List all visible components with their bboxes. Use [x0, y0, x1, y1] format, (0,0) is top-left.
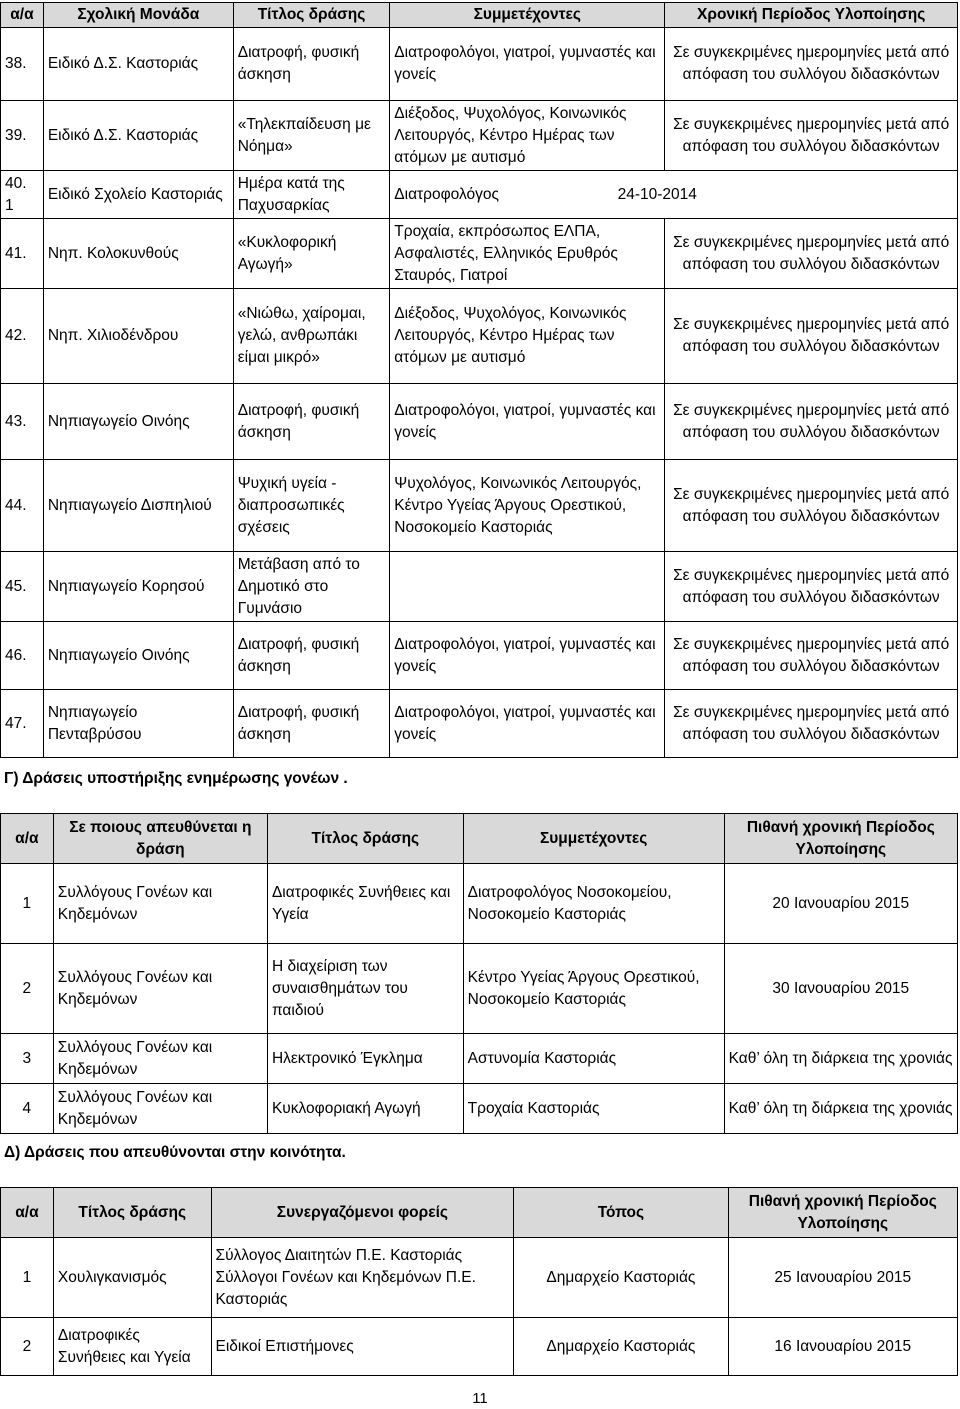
school-name: Ειδικό Δ.Σ. Καστοριάς — [43, 101, 233, 171]
period: Σε συγκεκριμένες ημερομηνίες μετά από απόφαση του συλλόγου διδασκόντων — [665, 384, 958, 460]
participants: Διατροφολόγοι, γιατροί, γυμναστές και γονείς — [390, 622, 665, 690]
section-g-heading: Γ) Δράσεις υποστήριξης ενημέρωσης γονέων . — [4, 770, 348, 787]
row-number: 45. — [1, 552, 44, 622]
period: Σε συγκεκριμένες ημερομηνίες μετά από απόφαση του συλλόγου διδασκόντων — [665, 460, 958, 552]
action-title: Διατροφή, φυσική άσκηση — [233, 622, 390, 690]
school-name: Νηπ. Κολοκυνθούς — [43, 219, 233, 289]
table-row — [1, 219, 958, 289]
participants: Διατροφολόγοι, γιατροί, γυμναστές και γονείς — [390, 384, 665, 460]
table-row — [1, 1238, 958, 1318]
table-row — [1, 690, 958, 758]
period: Σε συγκεκριμένες ημερομηνίες μετά από απόφαση του συλλόγου διδασκόντων — [665, 101, 958, 171]
table-row — [1, 28, 958, 101]
participants: Διατροφολόγος — [394, 185, 499, 203]
action-title: Ψυχική υγεία - διαπροσωπικές σχέσεις — [233, 460, 390, 552]
participants: Τροχαία Καστοριάς — [463, 1084, 724, 1134]
row-number: 42. — [1, 289, 44, 384]
participants-period — [390, 171, 958, 219]
participants: Διατροφολόγοι, γιατροί, γυμναστές και γονείς — [390, 28, 665, 101]
row-number: 1 — [1, 1238, 54, 1318]
participants: Ψυχολόγος, Κοινωνικός Λειτουργός, Κέντρο Υγείας Άργους Ορεστικού, Νοσοκομείο Καστοριάς — [390, 460, 665, 552]
place: Δημαρχείο Καστοριάς — [514, 1238, 728, 1318]
school-name: Ειδικό Δ.Σ. Καστοριάς — [43, 28, 233, 101]
col-header-title: Τίτλος δράσης — [233, 3, 390, 28]
row-number: 4 — [1, 1084, 54, 1134]
target-audience: Συλλόγους Γονέων και Κηδεμόνων — [53, 1084, 267, 1134]
school-name: Νηπιαγωγείο Κορησού — [43, 552, 233, 622]
action-title: Διατροφή, φυσική άσκηση — [233, 384, 390, 460]
col-header-partners: Συνεργαζόμενοι φορείς — [211, 1188, 514, 1238]
participants: Αστυνομία Καστοριάς — [463, 1034, 724, 1084]
period: 25 Ιανουαρίου 2015 — [728, 1238, 957, 1318]
action-title: Η διαχείριση των συναισθημάτων του παιδιού — [267, 944, 463, 1034]
school-name: Νηπιαγωγείο Δισπηλιού — [43, 460, 233, 552]
period: Σε συγκεκριμένες ημερομηνίες μετά από απόφαση του συλλόγου διδασκόντων — [665, 622, 958, 690]
row-number: 41. — [1, 219, 44, 289]
action-title: Διατροφή, φυσική άσκηση — [233, 690, 390, 758]
col-header-place: Τόπος — [514, 1188, 728, 1238]
row-number: 40. 1 — [1, 171, 44, 219]
action-title: Διατροφή, φυσική άσκηση — [233, 28, 390, 101]
school-name: Ειδικό Σχολείο Καστοριάς — [43, 171, 233, 219]
action-title: «Τηλεκπαίδευση με Νόημα» — [233, 101, 390, 171]
period: Καθ’ όλη τη διάρκεια της χρονιάς — [724, 1084, 957, 1134]
col-header-participants: Συμμετέχοντες — [463, 814, 724, 864]
table-row — [1, 101, 958, 171]
row-number: 3 — [1, 1034, 54, 1084]
row-number: 1 — [1, 864, 54, 944]
table-row — [1, 171, 958, 219]
participants: Διατροφολόγοι, γιατροί, γυμναστές και γονείς — [390, 690, 665, 758]
participants — [390, 552, 665, 622]
table-row — [1, 289, 958, 384]
parents-table — [0, 813, 958, 1134]
period: Σε συγκεκριμένες ημερομηνίες μετά από απόφαση του συλλόγου διδασκόντων — [665, 28, 958, 101]
row-number: 44. — [1, 460, 44, 552]
table-row — [1, 864, 958, 944]
table-row — [1, 552, 958, 622]
period: 20 Ιανουαρίου 2015 — [724, 864, 957, 944]
period: 16 Ιανουαρίου 2015 — [728, 1318, 957, 1376]
table-row — [1, 944, 958, 1034]
col-header-period: Χρονική Περίοδος Υλοποίησης — [665, 3, 958, 28]
row-number: 43. — [1, 384, 44, 460]
participants: Τροχαία, εκπρόσωπος ΕΛΠΑ, Ασφαλιστές, Ελληνικός Ερυθρός Σταυρός, Γιατροί — [390, 219, 665, 289]
col-header-aa: α/α — [1, 814, 54, 864]
target-audience: Συλλόγους Γονέων και Κηδεμόνων — [53, 1034, 267, 1084]
col-header-participants: Συμμετέχοντες — [390, 3, 665, 28]
section-d-heading: Δ) Δράσεις που απευθύνονται στην κοινότητα. — [4, 1144, 346, 1161]
period: Σε συγκεκριμένες ημερομηνίες μετά από απόφαση του συλλόγου διδασκόντων — [665, 289, 958, 384]
participants: Διέξοδος, Ψυχολόγος, Κοινωνικός Λειτουργός, Κέντρο Ημέρας των ατόμων με αυτισμό — [390, 289, 665, 384]
action-title: Μετάβαση από το Δημοτικό στο Γυμνάσιο — [233, 552, 390, 622]
target-audience: Συλλόγους Γονέων και Κηδεμόνων — [53, 944, 267, 1034]
row-number: 46. — [1, 622, 44, 690]
period: 30 Ιανουαρίου 2015 — [724, 944, 957, 1034]
table-row — [1, 1084, 958, 1134]
participants: Διέξοδος, Ψυχολόγος, Κοινωνικός Λειτουργός, Κέντρο Ημέρας των ατόμων με αυτισμό — [390, 101, 665, 171]
col-header-target: Σε ποιους απευθύνεται η δράση — [53, 814, 267, 864]
col-header-aa: α/α — [1, 3, 44, 28]
action-title: «Κυκλοφορική Αγωγή» — [233, 219, 390, 289]
col-header-title: Τίτλος δράσης — [267, 814, 463, 864]
community-table — [0, 1187, 958, 1376]
action-title: Ηλεκτρονικό Έγκλημα — [267, 1034, 463, 1084]
target-audience: Συλλόγους Γονέων και Κηδεμόνων — [53, 864, 267, 944]
period: Σε συγκεκριμένες ημερομηνίες μετά από απόφαση του συλλόγου διδασκόντων — [665, 552, 958, 622]
participants: Κέντρο Υγείας Άργους Ορεστικού, Νοσοκομείο Καστοριάς — [463, 944, 724, 1034]
place: Δημαρχείο Καστοριάς — [514, 1318, 728, 1376]
col-header-period: Πιθανή χρονική Περίοδος Υλοποίησης — [728, 1188, 957, 1238]
row-number: 2 — [1, 944, 54, 1034]
col-header-period: Πιθανή χρονική Περίοδος Υλοποίησης — [724, 814, 957, 864]
school-name: Νηπιαγωγείο Πενταβρύσου — [43, 690, 233, 758]
col-header-school: Σχολική Μονάδα — [43, 3, 233, 28]
row-number: 47. — [1, 690, 44, 758]
action-title: Κυκλοφοριακή Αγωγή — [267, 1084, 463, 1134]
table-row — [1, 622, 958, 690]
action-title: Χουλιγκανισμός — [53, 1238, 211, 1318]
table-row — [1, 1034, 958, 1084]
action-title: Διατροφικές Συνήθειες και Υγεία — [267, 864, 463, 944]
action-title: Ημέρα κατά της Παχυσαρκίας — [233, 171, 390, 219]
action-title: «Νιώθω, χαίρομαι, γελώ, ανθρωπάκι είμαι μικρό» — [233, 289, 390, 384]
school-name: Νηπιαγωγείο Οινόης — [43, 622, 233, 690]
row-number: 39. — [1, 101, 44, 171]
table-row — [1, 460, 958, 552]
partners: Σύλλογος Διαιτητών Π.Ε. Καστοριάς Σύλλογοι Γονέων και Κηδεμόνων Π.Ε. Καστοριάς — [211, 1238, 514, 1318]
partners: Ειδικοί Επιστήμονες — [211, 1318, 514, 1376]
table-row — [1, 384, 958, 460]
row-number: 38. — [1, 28, 44, 101]
period: Σε συγκεκριμένες ημερομηνίες μετά από απόφαση του συλλόγου διδασκόντων — [665, 690, 958, 758]
period: 24-10-2014 — [617, 185, 697, 203]
col-header-aa: α/α — [1, 1188, 54, 1238]
row-number: 2 — [1, 1318, 54, 1376]
school-name: Νηπ. Χιλιοδένδρου — [43, 289, 233, 384]
page-number: 11 — [472, 1390, 488, 1407]
table-row — [1, 1318, 958, 1376]
school-name: Νηπιαγωγείο Οινόης — [43, 384, 233, 460]
actions-table — [0, 2, 958, 758]
col-header-title: Τίτλος δράσης — [53, 1188, 211, 1238]
action-title: Διατροφικές Συνήθειες και Υγεία — [53, 1318, 211, 1376]
period: Σε συγκεκριμένες ημερομηνίες μετά από απόφαση του συλλόγου διδασκόντων — [665, 219, 958, 289]
period: Καθ’ όλη τη διάρκεια της χρονιάς — [724, 1034, 957, 1084]
participants: Διατροφολόγος Νοσοκομείου, Νοσοκομείο Καστοριάς — [463, 864, 724, 944]
